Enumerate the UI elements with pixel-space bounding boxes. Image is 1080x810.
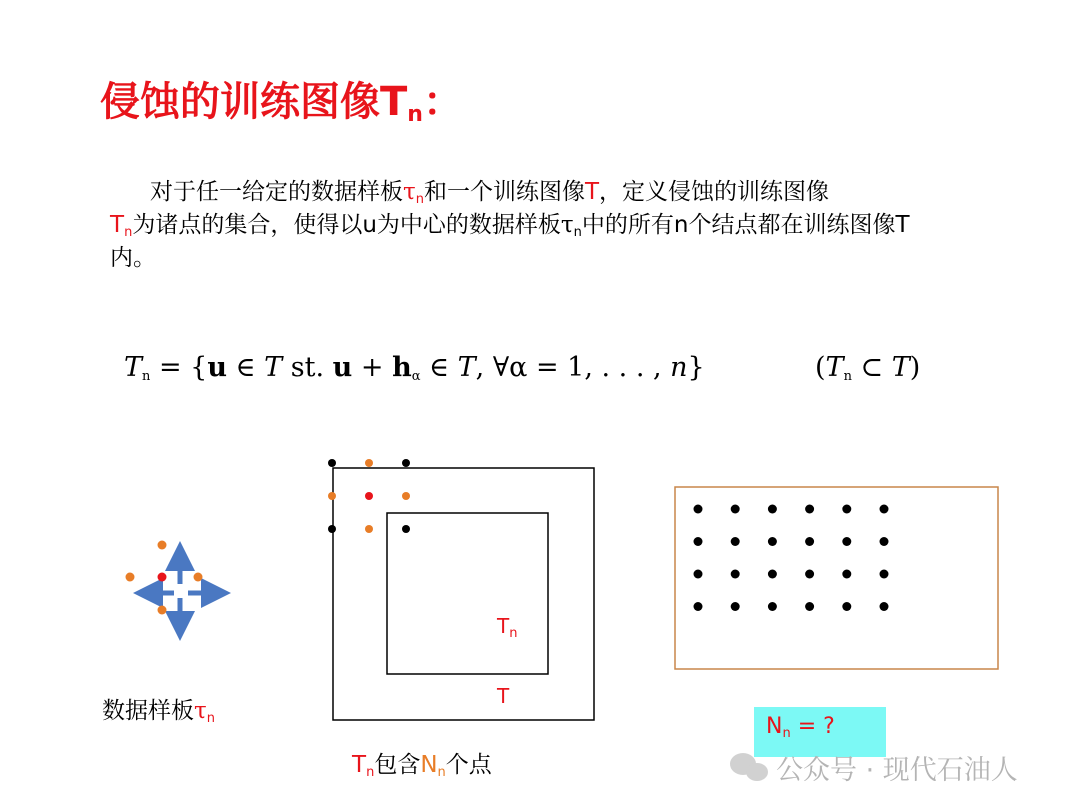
grid-point: [805, 570, 814, 579]
grid-points: [694, 505, 889, 612]
grid-point: [768, 505, 777, 514]
count-question-text: $N_n$ = ?: [766, 714, 835, 741]
erosion-formula: $T_n = \{u$ ∈ T st. $u + h_\alpha$ ∈ T, ∀α = 1, . . . , n}: [124, 352, 705, 384]
corner-node: [402, 492, 410, 500]
grid-point: [842, 537, 851, 546]
grid-point: [880, 505, 889, 514]
data-template-diagram: [126, 541, 217, 627]
grid-point: [731, 602, 740, 611]
grid-point: [731, 570, 740, 579]
template-node: [194, 573, 203, 582]
grid-point: [805, 602, 814, 611]
grid-point: [842, 602, 851, 611]
corner-node: [365, 525, 373, 533]
grid-point: [694, 505, 703, 514]
watermark: 公众号 · 现代石油人: [776, 755, 1018, 786]
corner-node: [328, 459, 336, 467]
training-image-label: T: [497, 684, 510, 708]
grid-point: [731, 537, 740, 546]
subset-formula: ($T_n$ ⊂ T): [815, 352, 921, 384]
grid-point: [880, 602, 889, 611]
corner-node: [402, 525, 410, 533]
grid-point: [731, 505, 740, 514]
grid-point: [694, 537, 703, 546]
template-center-node: [158, 573, 167, 582]
grid-point: [842, 505, 851, 514]
grid-point: [694, 602, 703, 611]
corner-node: [365, 459, 373, 467]
grid-point: [805, 537, 814, 546]
page-title: 侵蚀的训练图像$T_n$：: [100, 79, 463, 127]
grid-point: [880, 570, 889, 579]
definition-paragraph: 对于任一给定的数据样板$\tau_n$和一个训练图像T，定义侵蚀的训练图像 $T_n$为诸点的集合，使得以u为中心的数据样板$\tau_n$中的所有n个结点都在训练图像T内。: [110, 179, 910, 271]
grid-point: [805, 505, 814, 514]
training-image-box: [333, 468, 594, 720]
grid-point: [768, 570, 777, 579]
template-node: [158, 541, 167, 550]
grid-box: [675, 487, 998, 669]
grid-point: [842, 570, 851, 579]
template-node: [158, 606, 167, 615]
template-node: [126, 573, 135, 582]
grid-point: [694, 570, 703, 579]
grid-point: [880, 537, 889, 546]
caption-tn-contains: $T_n$包含$N_n$个点: [352, 752, 492, 780]
template-label: 数据样板$\tau_n$: [102, 698, 215, 726]
corner-center-node: [365, 492, 373, 500]
grid-point: [768, 602, 777, 611]
grid-point: [768, 537, 777, 546]
corner-template-points: [328, 459, 410, 533]
eroded-image-box: [387, 513, 548, 674]
eroded-image-label: $T_n$: [497, 614, 518, 641]
corner-node: [328, 525, 336, 533]
corner-node: [328, 492, 336, 500]
corner-node: [402, 459, 410, 467]
